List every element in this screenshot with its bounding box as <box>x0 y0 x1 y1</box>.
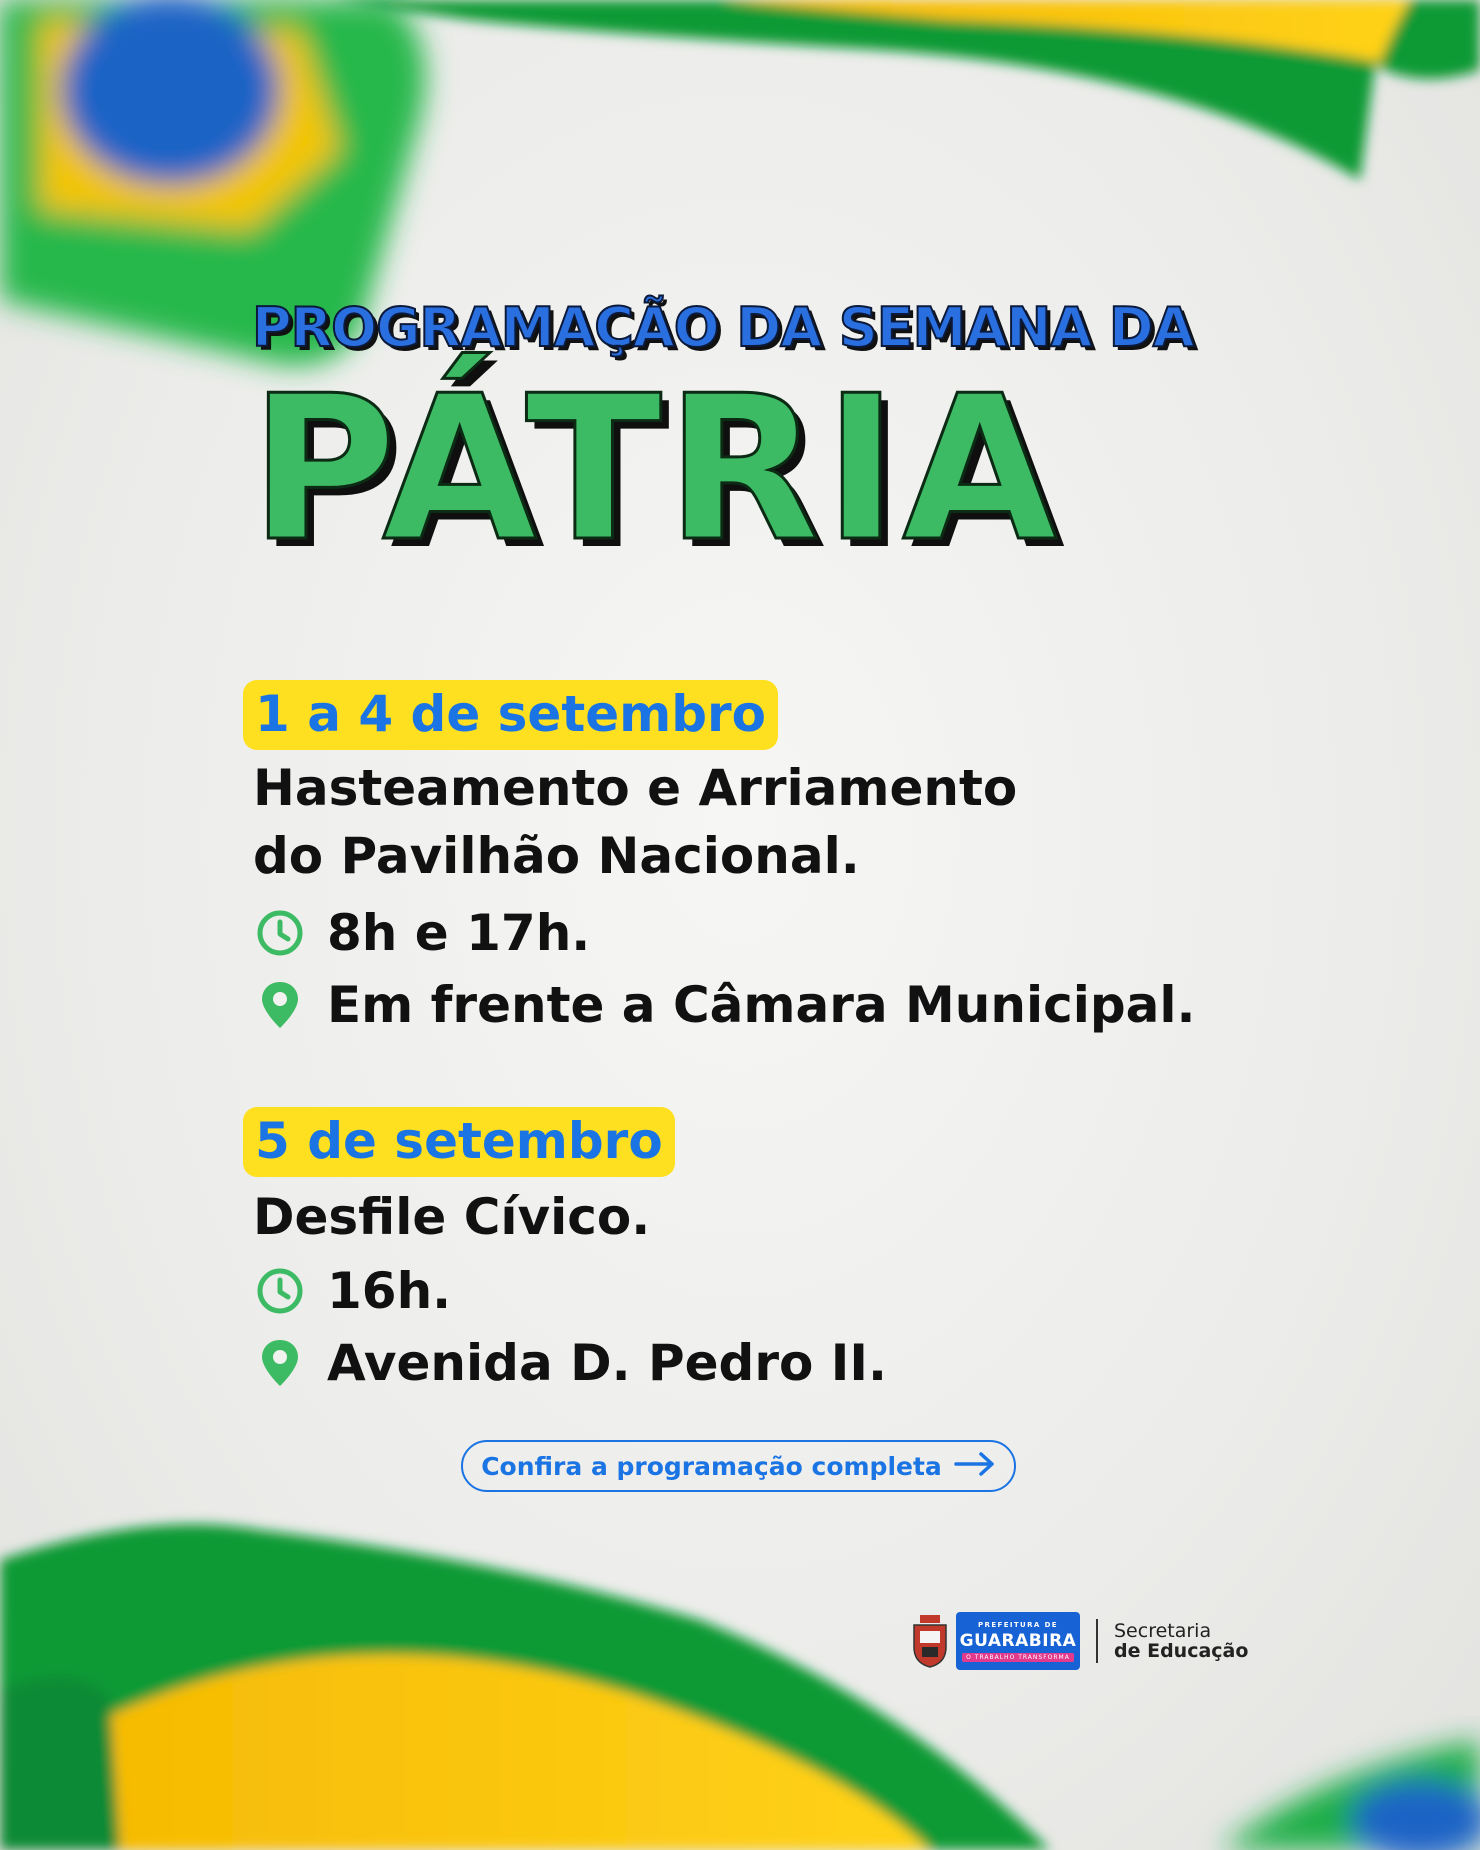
heading-patria: PÁTRIA <box>250 353 1062 586</box>
city-crest-icon <box>910 1613 950 1669</box>
secretaria-line-1: Secretaria <box>1114 1620 1212 1642</box>
event-1-date-badge: 1 a 4 de setembro <box>243 680 778 750</box>
event-1-location-row <box>255 976 1196 1034</box>
full-program-button-label: Confira a programação completa <box>481 1451 942 1481</box>
event-1-description-line-1: Hasteamento e Arriamento <box>253 759 1018 817</box>
event-1-time-row <box>255 904 590 962</box>
event-2-description-line-1: Desfile Cívico. <box>253 1188 651 1246</box>
clock-icon <box>255 908 305 958</box>
event-1-time: 8h e 17h. <box>327 904 591 962</box>
event-1-description-line-2: do Pavilhão Nacional. <box>253 827 860 885</box>
brand-top-text: PREFEITURA DE <box>978 1620 1058 1629</box>
event-2-time: 16h. <box>327 1262 452 1320</box>
arrow-right-icon <box>954 1451 996 1481</box>
event-2-description <box>253 1183 650 1251</box>
heading-line-1: PROGRAMAÇÃO DA SEMANA DA <box>252 296 1194 359</box>
guarabira-logo <box>956 1612 1080 1670</box>
clock-icon <box>255 1266 305 1316</box>
logo-divider <box>1096 1619 1098 1663</box>
secretaria-line-2: de Educação <box>1114 1640 1249 1662</box>
brand-tagline: O TRABALHO TRANSFORMA <box>962 1653 1074 1662</box>
event-1-location: Em frente a Câmara Municipal. <box>327 976 1196 1034</box>
event-2-location-row <box>255 1334 887 1392</box>
event-2-date-badge: 5 de setembro <box>243 1107 675 1177</box>
event-2-location: Avenida D. Pedro II. <box>327 1334 887 1392</box>
full-program-button[interactable] <box>461 1440 1016 1492</box>
event-1-description <box>253 754 1017 890</box>
footer-logos <box>910 1612 1248 1670</box>
secretaria-label <box>1114 1621 1248 1661</box>
location-pin-icon <box>255 980 305 1030</box>
event-2-time-row <box>255 1262 451 1320</box>
brand-main-text: GUARABIRA <box>959 1630 1077 1651</box>
location-pin-icon <box>255 1338 305 1388</box>
